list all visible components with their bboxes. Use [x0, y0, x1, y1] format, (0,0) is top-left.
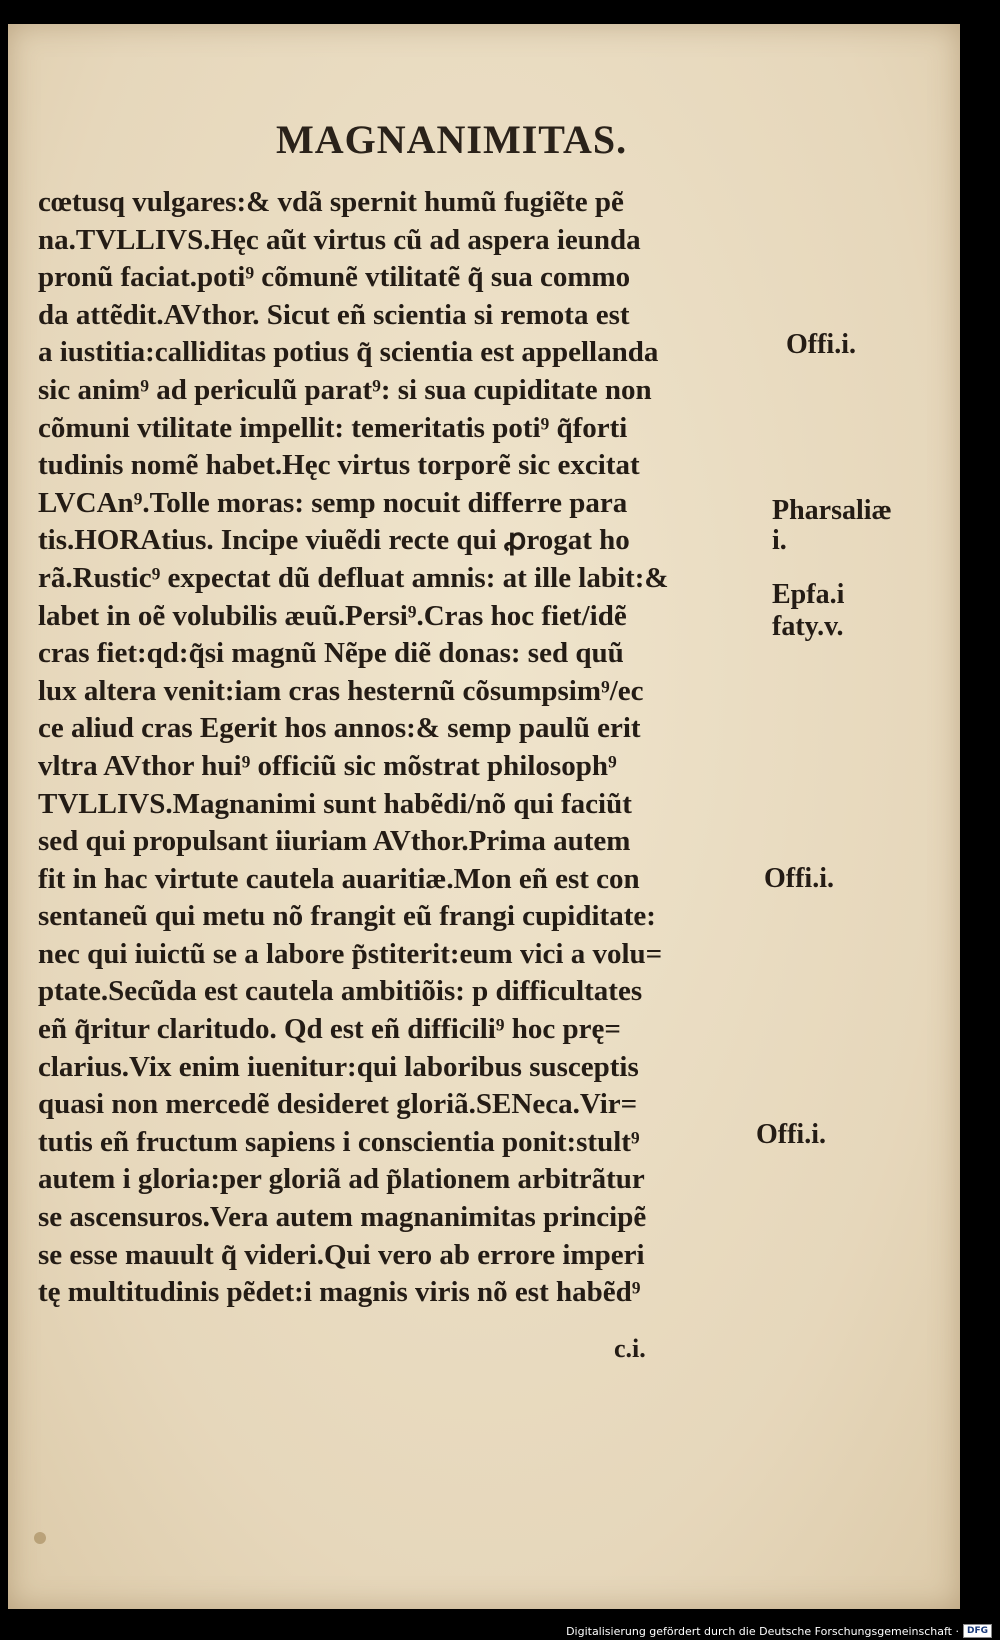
- text-line: eñ q̃ritur claritudo. Qd est eñ difficili⁹ hoc prę=: [38, 1013, 621, 1046]
- text-line: da attẽdit.AVthor. Sicut eñ scientia si remota est: [38, 298, 630, 331]
- dfg-logo: DFG: [963, 1624, 992, 1638]
- text-line: sentaneũ qui metu nõ frangit eũ frangi cupiditate:: [38, 900, 656, 933]
- text-line: cœtusq vulgares:& vdã spernit humũ fugiẽte pẽ: [38, 186, 624, 218]
- text-line: ptate.Secũda est cautela ambitiõis: p difficultates: [38, 975, 643, 1008]
- signature-mark: c.i.: [614, 1334, 646, 1363]
- margin-note: Pharsaliæ: [772, 495, 892, 526]
- text-line: vltra AVthor hui⁹ officiũ sic mõstrat philosoph⁹: [38, 749, 617, 782]
- text-line: sed qui propulsant iiuriam AVthor.Prima autem: [38, 825, 631, 858]
- text-line: lux altera venit:iam cras hesternũ cõsumpsim⁹/ec: [38, 674, 644, 707]
- text-line: cras fiet:qd:q̃si magnũ Nẽpe diẽ donas: sed quũ: [38, 637, 624, 670]
- text-line: labet in oẽ volubilis æuũ.Persi⁹.Cras hoc fiet/idẽ: [38, 599, 627, 632]
- text-line: quasi non mercedẽ desideret gloriã.SENeca.Vir=: [38, 1088, 638, 1121]
- text-line: tudinis nomẽ habet.Hęc virtus torporẽ sic excitat: [38, 449, 640, 482]
- text-line: tę multitudinis pẽdet:i magnis viris nõ est habẽd⁹: [38, 1276, 641, 1309]
- footer: [566, 1624, 992, 1638]
- paper-stain: [34, 1532, 46, 1544]
- text-line: tis.HORAtius. Incipe viuẽdi recte qui ꝓrogat ho: [38, 524, 630, 557]
- text-line: rã.Rustic⁹ expectat dũ defluat amnis: at ille labit:&: [38, 561, 669, 594]
- text-line: ce aliud cras Egerit hos annos:& semp paulũ erit: [38, 712, 641, 745]
- margin-note: Offi.i.: [786, 329, 856, 360]
- footer-text: Digitalisierung gefördert durch die Deutsche Forschungsgemeinschaft ·: [566, 1624, 959, 1638]
- page-heading: MAGNANIMITAS.: [276, 117, 628, 162]
- text-line: fit in hac virtute cautela auaritiæ.Mon eñ est con: [38, 862, 640, 895]
- text-line: na.TVLLIVS.Hęc aũt virtus cũ ad aspera ieunda: [38, 223, 641, 256]
- text-line: pronũ faciat.poti⁹ cõmunẽ vtilitatẽ q̃ sua commo: [38, 261, 631, 294]
- text-line: a iustitia:calliditas potius q̃ scientia est appellanda: [38, 336, 659, 369]
- body-text: [38, 184, 778, 1312]
- book-page: [8, 24, 960, 1609]
- margin-note: Offi.i.: [764, 863, 834, 894]
- text-line: TVLLIVS.Magnanimi sunt habẽdi/nõ qui faciũt: [38, 787, 632, 820]
- text-line: cõmuni vtilitate impellit: temeritatis poti⁹ q̃forti: [38, 411, 628, 444]
- margin-note: i.: [772, 525, 787, 556]
- text-line: clarius.Vix enim iuenitur:qui laboribus susceptis: [38, 1050, 639, 1083]
- text-line: se ascensuros.Vera autem magnanimitas principẽ: [38, 1201, 647, 1234]
- text-line: tutis eñ fructum sapiens i conscientia ponit:stult⁹: [38, 1125, 640, 1158]
- text-line: nec qui iuictũ se a labore p̃stiterit:eum vici a volu=: [38, 937, 663, 970]
- margin-note: faty.v.: [772, 611, 844, 642]
- text-line: LVCAn⁹.Tolle moras: semp nocuit differre para: [38, 486, 628, 519]
- text-line: se esse mauult q̃ videri.Qui vero ab errore imperi: [38, 1238, 645, 1271]
- text-line: sic anim⁹ ad periculũ parat⁹: si sua cupiditate non: [38, 373, 652, 406]
- margin-note: Offi.i.: [756, 1119, 826, 1150]
- text-line: autem i gloria:per gloriã ad p̃lationem arbitrãtur: [38, 1163, 645, 1196]
- margin-note: Epfa.i: [772, 579, 845, 610]
